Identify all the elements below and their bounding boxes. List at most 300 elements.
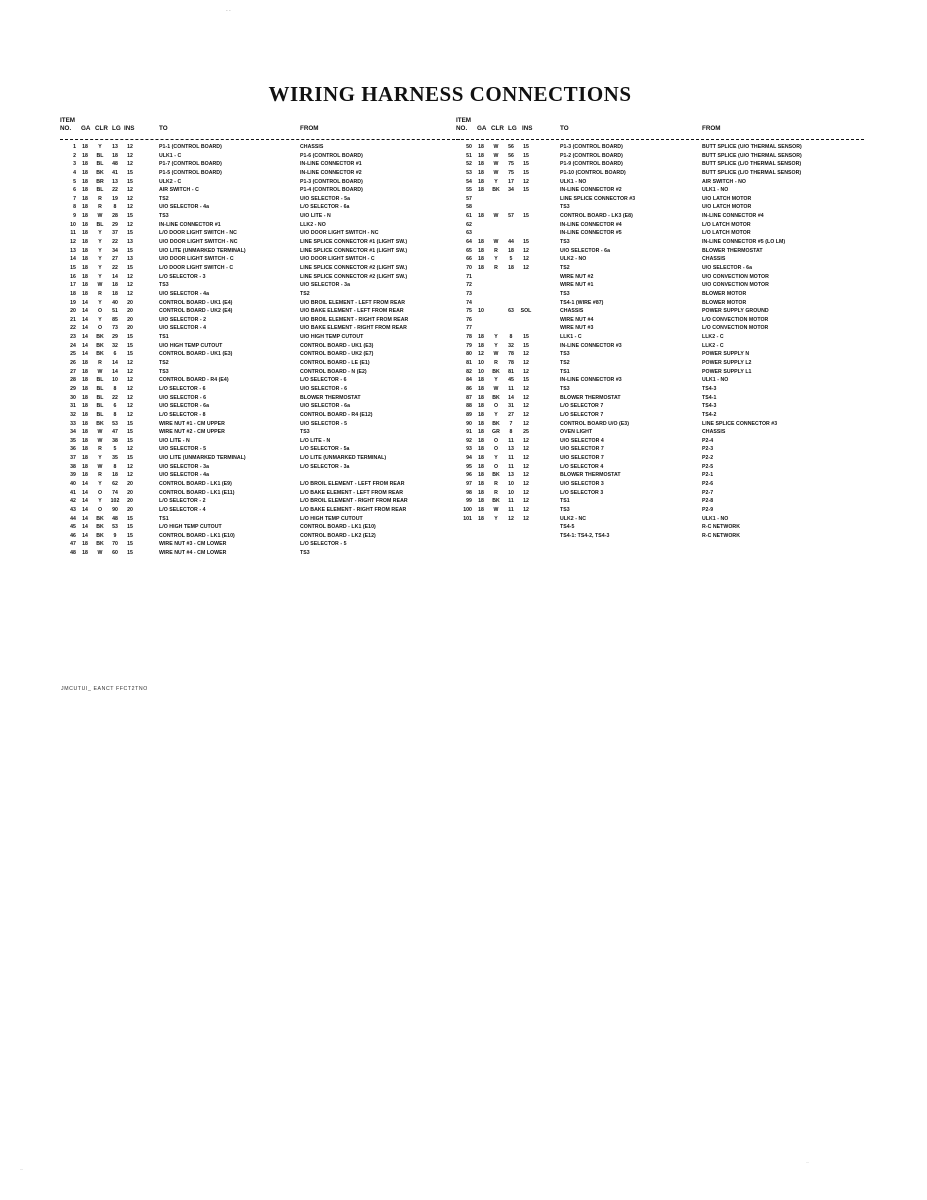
cell-lg: 28 xyxy=(112,213,118,220)
cell-ins: 15 xyxy=(127,524,133,531)
cell-item: 3 xyxy=(73,161,76,168)
cell-to: P1-7 (CONTROL BOARD) xyxy=(159,161,222,168)
table-row xyxy=(60,523,460,532)
cell-item: 34 xyxy=(70,429,76,436)
cell-lg: 78 xyxy=(508,351,514,358)
cell-clr: BK xyxy=(492,368,500,375)
cell-to: U/O SELECTOR - 5 xyxy=(159,446,207,453)
cell-item: 55 xyxy=(466,187,472,194)
cell-clr: W xyxy=(493,239,499,246)
cell-clr: BL xyxy=(96,152,104,159)
cell-lg: 56 xyxy=(508,144,514,150)
cell-item: 38 xyxy=(70,463,76,470)
cell-clr: W xyxy=(97,463,103,470)
cell-clr: Y xyxy=(494,334,498,341)
cell-to: WIRE NUT #3 xyxy=(560,325,594,332)
cell-from: P2-3 xyxy=(702,446,714,453)
cell-item: 78 xyxy=(466,334,472,341)
cell-to: U/O SELECTOR - 4a xyxy=(159,204,210,211)
cell-to: U/O SELECTOR - 6 xyxy=(159,394,207,401)
cell-from: TS4-3 xyxy=(702,385,717,392)
table-row xyxy=(60,549,460,558)
cell-ins: 12 xyxy=(523,515,529,522)
right-rows xyxy=(456,143,864,540)
cell-item: 82 xyxy=(466,368,472,375)
cell-item: 54 xyxy=(466,178,472,185)
header-ins: INS xyxy=(124,125,135,132)
header-clr: CLR xyxy=(95,125,108,132)
cell-item: 4 xyxy=(73,169,76,176)
cell-lg: 38 xyxy=(112,437,118,444)
cell-lg: 45 xyxy=(508,377,514,384)
cell-from: U/O SELECTOR - 5 xyxy=(300,420,348,427)
cell-clr: BL xyxy=(96,187,104,194)
cell-clr: R xyxy=(98,472,102,479)
table-row xyxy=(456,324,864,333)
cell-item: 42 xyxy=(70,498,76,505)
cell-ins: 15 xyxy=(127,334,133,341)
cell-clr: BL xyxy=(96,385,104,392)
table-row xyxy=(456,489,864,498)
cell-lg: 78 xyxy=(508,360,514,367)
table-row xyxy=(456,152,864,161)
cell-clr: BL xyxy=(96,394,104,401)
cell-from: U/O SELECTOR - 5a xyxy=(300,195,351,202)
cell-from: IN-LINE CONNECTOR #5 (LO LM) xyxy=(702,239,786,246)
cell-from: CONTROL BOARD - UK2 (E7) xyxy=(300,351,374,358)
cell-ins: 15 xyxy=(523,161,529,168)
cell-to: TS1 xyxy=(159,334,169,341)
cell-ga: 18 xyxy=(82,403,88,410)
cell-to: WIRE NUT #1 - CM UPPER xyxy=(159,420,225,427)
cell-ga: 18 xyxy=(478,161,484,168)
cell-clr: R xyxy=(494,489,498,496)
cell-to: WIRE NUT #4 xyxy=(560,316,594,323)
cell-ins: 15 xyxy=(127,213,133,220)
cell-from: R-C NETWORK xyxy=(702,524,741,531)
cell-ga: 18 xyxy=(82,385,88,392)
cell-clr: Y xyxy=(98,455,102,462)
cell-to: ULK1 - C xyxy=(159,152,182,159)
cell-lg: 13 xyxy=(112,178,118,185)
cell-from: BLOWER MOTOR xyxy=(702,299,747,306)
cell-to: L/O SELECTOR 7 xyxy=(560,403,604,410)
cell-from: L/O LATCH MOTOR xyxy=(702,221,751,228)
cell-lg: 18 xyxy=(112,290,118,297)
table-row xyxy=(456,160,864,169)
cell-ins: 20 xyxy=(127,506,133,513)
table-row xyxy=(456,385,864,394)
cell-clr: O xyxy=(493,403,499,410)
cell-to: P1-2 (CONTROL BOARD) xyxy=(560,152,623,159)
cell-ins: 15 xyxy=(127,455,133,462)
table-row xyxy=(60,299,460,308)
cell-item: 62 xyxy=(466,221,472,228)
cell-from: POWER SUPPLY GROUND xyxy=(702,308,769,315)
cell-ins: 15 xyxy=(127,178,133,185)
cell-from: P2-6 xyxy=(702,480,714,487)
cell-lg: 18 xyxy=(508,247,514,254)
header-ga: GA xyxy=(81,125,91,132)
cell-item: 45 xyxy=(70,524,76,531)
cell-item: 11 xyxy=(70,230,76,237)
table-row xyxy=(60,359,460,368)
cell-from: P2-7 xyxy=(702,489,714,496)
cell-clr: Y xyxy=(494,256,498,263)
cell-item: 96 xyxy=(466,472,472,479)
cell-from: U/O BROIL ELEMENT - RIGHT FROM REAR xyxy=(300,316,409,323)
cell-to: L/O SELECTOR 3 xyxy=(560,489,604,496)
table-row xyxy=(60,273,460,282)
left-table-header xyxy=(60,117,460,139)
cell-ins: 12 xyxy=(127,273,133,280)
cell-lg: 7 xyxy=(509,420,513,427)
cell-to: TS3 xyxy=(560,351,570,358)
cell-ins: 15 xyxy=(523,213,529,220)
cell-to: U/O SELECTOR - 4a xyxy=(159,290,210,297)
cell-from: LINE SPLICE CONNECTOR #2 (LIGHT SW.) xyxy=(300,273,408,280)
cell-item: 80 xyxy=(466,351,472,358)
cell-item: 39 xyxy=(70,472,76,479)
cell-lg: 10 xyxy=(508,489,514,496)
table-row xyxy=(60,255,460,264)
cell-ga: 14 xyxy=(82,334,88,341)
cell-clr: BK xyxy=(96,169,104,176)
cell-from: LLK2 - C xyxy=(702,334,724,341)
cell-item: 28 xyxy=(70,377,76,384)
cell-to: IN-LINE CONNECTOR #4 xyxy=(560,221,622,228)
cell-ga: 18 xyxy=(82,144,88,150)
cell-ins: 12 xyxy=(523,256,529,263)
cell-lg: 41 xyxy=(112,169,118,176)
cell-item: 48 xyxy=(70,550,76,557)
cell-ins: 15 xyxy=(127,515,133,522)
cell-from: U/O BAKE ELEMENT - RIGHT FROM REAR xyxy=(300,325,407,332)
cell-ins: 12 xyxy=(127,195,133,202)
table-row xyxy=(456,307,864,316)
cell-from: U/O LATCH MOTOR xyxy=(702,204,752,211)
cell-from: U/O BROIL ELEMENT - LEFT FROM REAR xyxy=(300,299,406,306)
cell-ins: 20 xyxy=(127,308,133,315)
cell-to: CONTROL BOARD U/O (E3) xyxy=(560,420,630,427)
cell-clr: BK xyxy=(96,532,104,539)
cell-ga: 18 xyxy=(478,403,484,410)
cell-from: CHASSIS xyxy=(300,144,324,150)
cell-clr: Y xyxy=(494,411,498,418)
cell-ins: 12 xyxy=(523,368,529,375)
cell-from: TS4-1 xyxy=(702,394,717,401)
table-row xyxy=(456,333,864,342)
cell-item: 32 xyxy=(70,411,76,418)
top-mark: - - xyxy=(226,8,231,14)
cell-ga: 18 xyxy=(82,360,88,367)
cell-ins: 12 xyxy=(127,161,133,168)
cell-ga: 14 xyxy=(82,480,88,487)
cell-from: U/O SELECTOR - 3a xyxy=(300,282,351,289)
cell-ga: 18 xyxy=(82,463,88,470)
cell-ga: 18 xyxy=(478,342,484,349)
cell-item: 41 xyxy=(70,489,76,496)
cell-ga: 18 xyxy=(82,187,88,194)
page-title: WIRING HARNESS CONNECTIONS xyxy=(268,82,632,106)
cell-item: 23 xyxy=(70,334,76,341)
cell-from: IN-LINE CONNECTOR #4 xyxy=(702,213,764,220)
cell-clr: R xyxy=(98,204,102,211)
cell-clr: BK xyxy=(492,420,500,427)
cell-to: CONTROL BOARD - LK1 (E9) xyxy=(159,480,232,487)
cell-ga: 18 xyxy=(82,204,88,211)
cell-ga: 10 xyxy=(478,368,484,375)
cell-ga: 18 xyxy=(82,161,88,168)
cell-ins: 12 xyxy=(127,394,133,401)
cell-from: L/O SELECTOR - 5 xyxy=(300,541,347,548)
cell-clr: O xyxy=(493,463,499,470)
cell-item: 61 xyxy=(466,213,472,220)
cell-to: IN-LINE CONNECTOR #2 xyxy=(560,187,622,194)
cell-ins: 12 xyxy=(127,411,133,418)
cell-ins: SOL xyxy=(520,308,532,315)
cell-ins: 15 xyxy=(523,239,529,246)
cell-lg: 8 xyxy=(113,204,117,211)
cell-item: 66 xyxy=(466,256,472,263)
cell-to: ULK2 - NO xyxy=(560,256,587,263)
cell-clr: BR xyxy=(96,178,104,185)
cell-to: CONTROL BOARD - R4 (E4) xyxy=(159,377,229,384)
cell-lg: 18 xyxy=(112,282,118,289)
cell-from: CHASSIS xyxy=(702,429,726,436)
cell-ga: 18 xyxy=(82,472,88,479)
cell-item: 93 xyxy=(466,446,472,453)
table-row xyxy=(60,307,460,316)
cell-to: WIRE NUT #3 - CM LOWER xyxy=(159,541,227,548)
table-row xyxy=(60,186,460,195)
cell-to: L/O SELECTOR - 2 xyxy=(159,498,206,505)
cell-from: TS4-2 xyxy=(702,411,717,418)
table-row xyxy=(60,532,460,541)
cell-from: P2-2 xyxy=(702,455,714,462)
cell-clr: BK xyxy=(492,498,500,505)
cell-to: ULK2 - C xyxy=(159,178,182,185)
cell-item: 94 xyxy=(466,455,472,462)
cell-item: 50 xyxy=(466,144,472,150)
cell-from: U/O CONVECTION MOTOR xyxy=(702,282,769,289)
cell-ga: 14 xyxy=(82,532,88,539)
cell-item: 88 xyxy=(466,403,472,410)
cell-ins: 12 xyxy=(523,489,529,496)
cell-ga: 18 xyxy=(478,152,484,159)
cell-ga: 18 xyxy=(478,498,484,505)
cell-clr: BL xyxy=(96,161,104,168)
cell-lg: 11 xyxy=(508,455,514,462)
cell-clr: BK xyxy=(492,187,500,194)
cell-item: 27 xyxy=(70,368,76,375)
cell-ga: 18 xyxy=(82,178,88,185)
cell-lg: 48 xyxy=(112,161,118,168)
table-row xyxy=(456,437,864,446)
cell-from: LINE SPLICE CONNECTOR #3 xyxy=(702,420,778,427)
cell-item: 10 xyxy=(70,221,76,228)
cell-lg: 19 xyxy=(112,195,118,202)
cell-ga: 18 xyxy=(478,213,484,220)
table-row xyxy=(60,281,460,290)
cell-to: P1-1 (CONTROL BOARD) xyxy=(159,144,222,150)
left-table xyxy=(60,117,460,558)
cell-from: U/O CONVECTION MOTOR xyxy=(702,273,769,280)
cell-clr: O xyxy=(493,437,499,444)
cell-clr: Y xyxy=(98,256,102,263)
cell-ga: 18 xyxy=(478,394,484,401)
cell-item: 71 xyxy=(466,273,472,280)
table-row xyxy=(60,515,460,524)
cell-from: L/O BROIL ELEMENT - RIGHT FROM REAR xyxy=(300,498,408,505)
cell-lg: 63 xyxy=(508,308,514,315)
cell-ins: 12 xyxy=(523,385,529,392)
cell-to: U/O HIGH TEMP CUTOUT xyxy=(159,342,223,349)
cell-to: LINE SPLICE CONNECTOR #3 xyxy=(560,195,636,202)
cell-lg: 13 xyxy=(112,144,118,150)
cell-lg: 11 xyxy=(508,498,514,505)
cell-ga: 14 xyxy=(82,308,88,315)
table-row xyxy=(60,203,460,212)
cell-ga: 18 xyxy=(478,446,484,453)
cell-clr: R xyxy=(494,247,498,254)
cell-from: LINE SPLICE CONNECTOR #2 (LIGHT SW.) xyxy=(300,264,408,271)
table-row xyxy=(60,290,460,299)
cell-lg: 48 xyxy=(112,515,118,522)
cell-ga: 18 xyxy=(82,239,88,246)
table-row xyxy=(60,316,460,325)
cell-ga: 18 xyxy=(82,377,88,384)
cell-ins: 12 xyxy=(127,282,133,289)
cell-clr: BL xyxy=(96,403,104,410)
table-row xyxy=(456,203,864,212)
cell-from: P1-6 (CONTROL BOARD) xyxy=(300,152,363,159)
table-row xyxy=(456,515,864,524)
cell-from: P2-8 xyxy=(702,498,714,505)
cell-clr: W xyxy=(493,169,499,176)
table-row xyxy=(60,229,460,238)
cell-lg: 8 xyxy=(113,385,117,392)
cell-clr: BL xyxy=(96,377,104,384)
table-row xyxy=(60,420,460,429)
cell-to: TS3 xyxy=(560,239,570,246)
cell-ins: 15 xyxy=(127,532,133,539)
cell-ins: 12 xyxy=(523,498,529,505)
cell-item: 81 xyxy=(466,360,472,367)
cell-ins: 15 xyxy=(127,429,133,436)
cell-ga: 14 xyxy=(82,316,88,323)
cell-to: ULK1 - NO xyxy=(560,178,587,185)
cell-to: TS3 xyxy=(159,368,169,375)
cell-clr: W xyxy=(493,213,499,220)
cell-from: TS2 xyxy=(300,290,310,297)
cell-item: 53 xyxy=(466,169,472,176)
cell-lg: 22 xyxy=(112,264,118,271)
cell-clr: BK xyxy=(96,541,104,548)
cell-to: TS3 xyxy=(560,290,570,297)
cell-ga: 18 xyxy=(478,515,484,522)
cell-to: CONTROL BOARD - UK1 (E4) xyxy=(159,299,233,306)
cell-ins: 12 xyxy=(523,437,529,444)
cell-lg: 13 xyxy=(508,472,514,479)
cell-ga: 18 xyxy=(82,152,88,159)
cell-from: TS3 xyxy=(300,550,310,557)
header-to: TO xyxy=(560,125,569,132)
cell-to: TS1 xyxy=(560,498,570,505)
cell-lg: 11 xyxy=(508,463,514,470)
cell-ins: 13 xyxy=(127,256,133,263)
cell-item: 35 xyxy=(70,437,76,444)
cell-ins: 15 xyxy=(127,342,133,349)
cell-ga: 18 xyxy=(478,411,484,418)
cell-to: TS1 xyxy=(560,368,570,375)
cell-item: 9 xyxy=(73,213,76,220)
cell-lg: 29 xyxy=(112,221,118,228)
table-row xyxy=(456,195,864,204)
cell-item: 25 xyxy=(70,351,76,358)
cell-item: 89 xyxy=(466,411,472,418)
cell-ins: 12 xyxy=(127,472,133,479)
cell-lg: 11 xyxy=(508,385,514,392)
cell-lg: 32 xyxy=(508,342,514,349)
cell-lg: 14 xyxy=(112,360,118,367)
cell-from: U/O LATCH MOTOR xyxy=(702,195,752,202)
cell-lg: 60 xyxy=(112,550,118,557)
cell-item: 86 xyxy=(466,385,472,392)
cell-to: U/O SELECTOR - 6a xyxy=(159,403,210,410)
cell-to: BLOWER THERMOSTAT xyxy=(560,472,621,479)
cell-ga: 18 xyxy=(478,239,484,246)
cell-item: 58 xyxy=(466,204,472,211)
cell-ga: 18 xyxy=(478,506,484,513)
cell-clr: BK xyxy=(96,351,104,358)
cell-ins: 12 xyxy=(523,506,529,513)
cell-lg: 51 xyxy=(112,308,118,315)
cell-item: 33 xyxy=(70,420,76,427)
cell-clr: Y xyxy=(494,178,498,185)
table-row xyxy=(456,247,864,256)
cell-clr: W xyxy=(493,152,499,159)
cell-to: U/O SELECTOR - 3a xyxy=(159,463,210,470)
cell-lg: 44 xyxy=(508,239,514,246)
cell-ins: 12 xyxy=(127,144,133,150)
cell-to: U/O SELECTOR - 4 xyxy=(159,325,207,332)
cell-from: TS3 xyxy=(300,429,310,436)
cell-ins: 12 xyxy=(523,351,529,358)
corner-mark-left: ... xyxy=(20,1166,24,1171)
left-rows xyxy=(60,143,460,558)
cell-from: L/O LITE - N xyxy=(300,437,331,444)
header-lg: LG xyxy=(112,125,121,132)
cell-lg: 102 xyxy=(110,498,120,505)
cell-lg: 18 xyxy=(112,152,118,159)
cell-to: U/O SELECTOR - 6a xyxy=(560,247,611,254)
cell-to: TS2 xyxy=(159,360,169,367)
cell-clr: GR xyxy=(492,429,500,436)
table-row xyxy=(60,497,460,506)
cell-to: TS3 xyxy=(159,213,169,220)
cell-ins: 12 xyxy=(127,385,133,392)
cell-ga: 18 xyxy=(478,256,484,263)
cell-item: 52 xyxy=(466,161,472,168)
table-row xyxy=(456,178,864,187)
cell-to: P1-10 (CONTROL BOARD) xyxy=(560,169,626,176)
header-ins: INS xyxy=(522,125,533,132)
table-row xyxy=(60,342,460,351)
cell-item: 29 xyxy=(70,385,76,392)
cell-item: 2 xyxy=(73,152,76,159)
cell-ins: 12 xyxy=(127,221,133,228)
